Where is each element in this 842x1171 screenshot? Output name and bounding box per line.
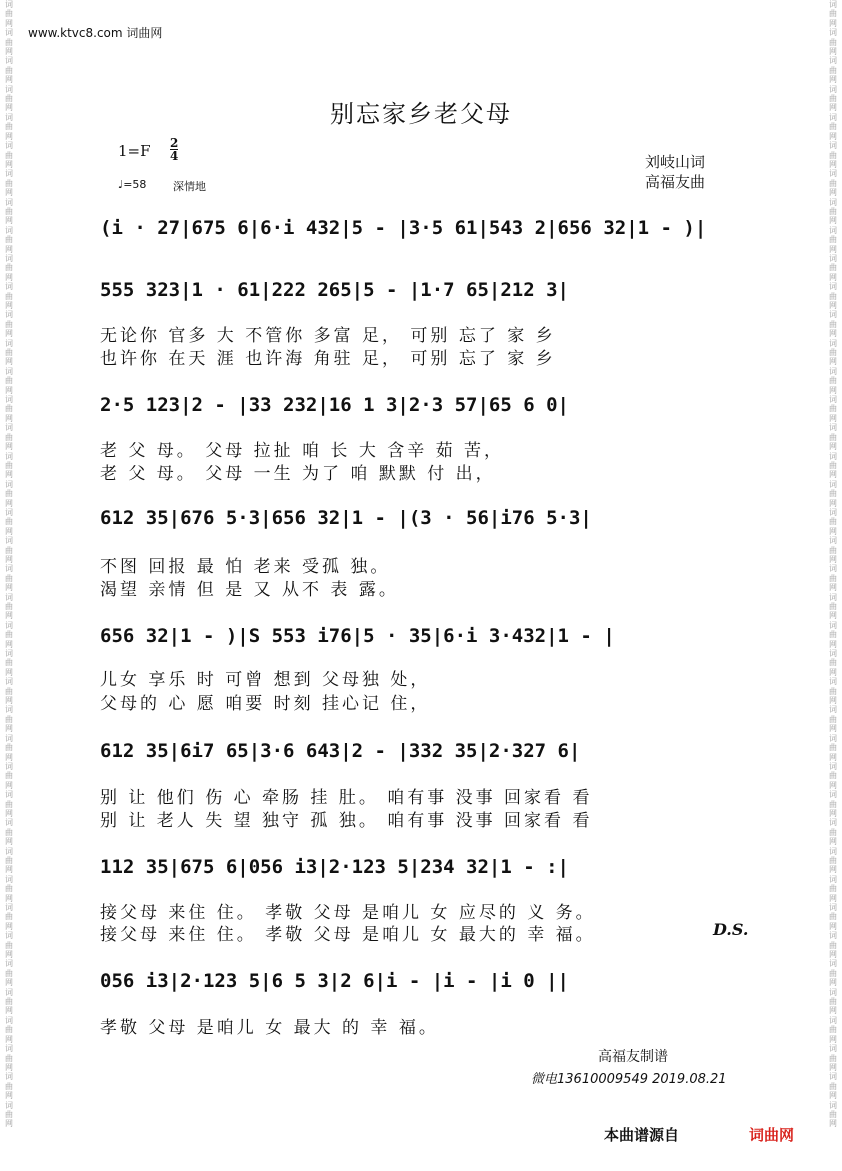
score-line-7-lyrics-verse-1: 接父母 来住 住。 孝敬 父母 是咱儿 女 应尽的 义 务。 bbox=[100, 903, 596, 923]
score-line-6-lyrics-verse-2: 别 让 老人 失 望 独守 孤 独。 咱有事 没事 回家看 看 bbox=[100, 811, 593, 831]
right-watermark-strip: 词曲网词曲网词曲网词曲网词曲网词曲网词曲网词曲网词曲网词曲网词曲网词曲网词曲网词曲网词曲网词曲网词曲网词曲网词曲网词曲网词曲网词曲网词曲网词曲网词曲网词曲网词曲网词曲网词曲网词曲网词曲网词曲网词曲网词曲网词曲网词曲网词曲网词曲网词曲网词曲网 bbox=[829, 0, 837, 1129]
score-line-8-notes: 056 i3|2·123 5|6 5 3|2 6|i - |i - |i 0 || bbox=[100, 970, 569, 992]
score-line-2-notes: 555 323|1 · 61|222 265|5 - |1·7 65|212 3| bbox=[100, 279, 569, 301]
score-line-5-lyrics-verse-2: 父母的 心 愿 咱要 时刻 挂心记 住， bbox=[100, 694, 431, 714]
lyricist-credit: 刘岐山词 bbox=[645, 153, 706, 171]
score-line-2-lyrics-verse-1: 无论你 官多 大 不管你 多富 足， 可别 忘了 家 乡 bbox=[100, 326, 556, 346]
expression-marking: 深情地 bbox=[173, 180, 206, 193]
transcriber-credit: 高福友制谱 bbox=[598, 1049, 668, 1065]
dal-segno-mark: D.S. bbox=[713, 920, 749, 939]
score-line-4-notes: 612 35|676 5·3|656 32|1 - |(3 · 56|i76 5·3| bbox=[100, 507, 592, 529]
score-line-3-notes: 2·5 123|2 - |33 232|16 1 3|2·3 57|65 6 0| bbox=[100, 394, 569, 416]
score-line-6-lyrics-verse-1: 别 让 他们 伤 心 牵肠 挂 肚。 咱有事 没事 回家看 看 bbox=[100, 788, 593, 808]
score-line-2-lyrics-verse-2: 也许你 在天 涯 也许海 角驻 足， 可别 忘了 家 乡 bbox=[100, 349, 556, 369]
source-site-link[interactable]: 词曲网 bbox=[749, 1126, 795, 1144]
score-line-7-lyrics-verse-2: 接父母 来住 住。 孝敬 父母 是咱儿 女 最大的 幸 福。 bbox=[100, 925, 596, 945]
score-line-7-notes: 112 35|675 6|056 i3|2·123 5|234 32|1 - :| bbox=[100, 856, 569, 878]
composer-credit: 高福友曲 bbox=[645, 173, 706, 191]
time-denominator: 4 bbox=[170, 149, 179, 163]
key-signature: 1=F bbox=[118, 142, 151, 160]
score-line-6-notes: 612 35|6i7 65|3·6 643|2 - |332 35|2·327 6| bbox=[100, 740, 581, 762]
score-line-5-lyrics-verse-1: 儿女 享乐 时 可曾 想到 父母独 处， bbox=[100, 670, 431, 690]
tempo-marking: ♩=58 bbox=[118, 178, 147, 191]
score-line-8-lyrics: 孝敬 父母 是咱儿 女 最大 的 幸 福。 bbox=[100, 1018, 439, 1038]
score-line-5-notes: 656 32|1 - )|S 553 i76|5 · 35|6·i 3·432|1 - | bbox=[100, 625, 615, 647]
site-url-watermark[interactable]: www.ktvc8.com 词曲网 bbox=[28, 26, 163, 40]
score-line-1-notes: (i · 27|675 6|6·i 432|5 - |3·5 61|543 2|656 32|1 - )| bbox=[100, 217, 707, 239]
contact-and-date: 微电13610009549 2019.08.21 bbox=[531, 1072, 727, 1087]
time-signature bbox=[170, 137, 178, 162]
time-numerator: 2 bbox=[170, 136, 179, 150]
source-label: 本曲谱源自 bbox=[604, 1126, 680, 1144]
score-line-3-lyrics-verse-2: 老 父 母。 父母 一生 为了 咱 默默 付 出， bbox=[100, 464, 496, 484]
left-watermark-strip: 词曲网词曲网词曲网词曲网词曲网词曲网词曲网词曲网词曲网词曲网词曲网词曲网词曲网词曲网词曲网词曲网词曲网词曲网词曲网词曲网词曲网词曲网词曲网词曲网词曲网词曲网词曲网词曲网词曲网词曲网词曲网词曲网词曲网词曲网词曲网词曲网词曲网词曲网词曲网词曲网 bbox=[5, 0, 13, 1129]
score-line-4-lyrics-verse-2: 渴望 亲情 但 是 又 从不 表 露。 bbox=[100, 580, 399, 600]
score-line-4-lyrics-verse-1: 不图 回报 最 怕 老来 受孤 独。 bbox=[100, 557, 391, 577]
song-title: 别忘家乡老父母 bbox=[330, 100, 512, 128]
score-line-3-lyrics-verse-1: 老 父 母。 父母 拉扯 咱 长 大 含辛 茹 苦， bbox=[100, 441, 505, 461]
